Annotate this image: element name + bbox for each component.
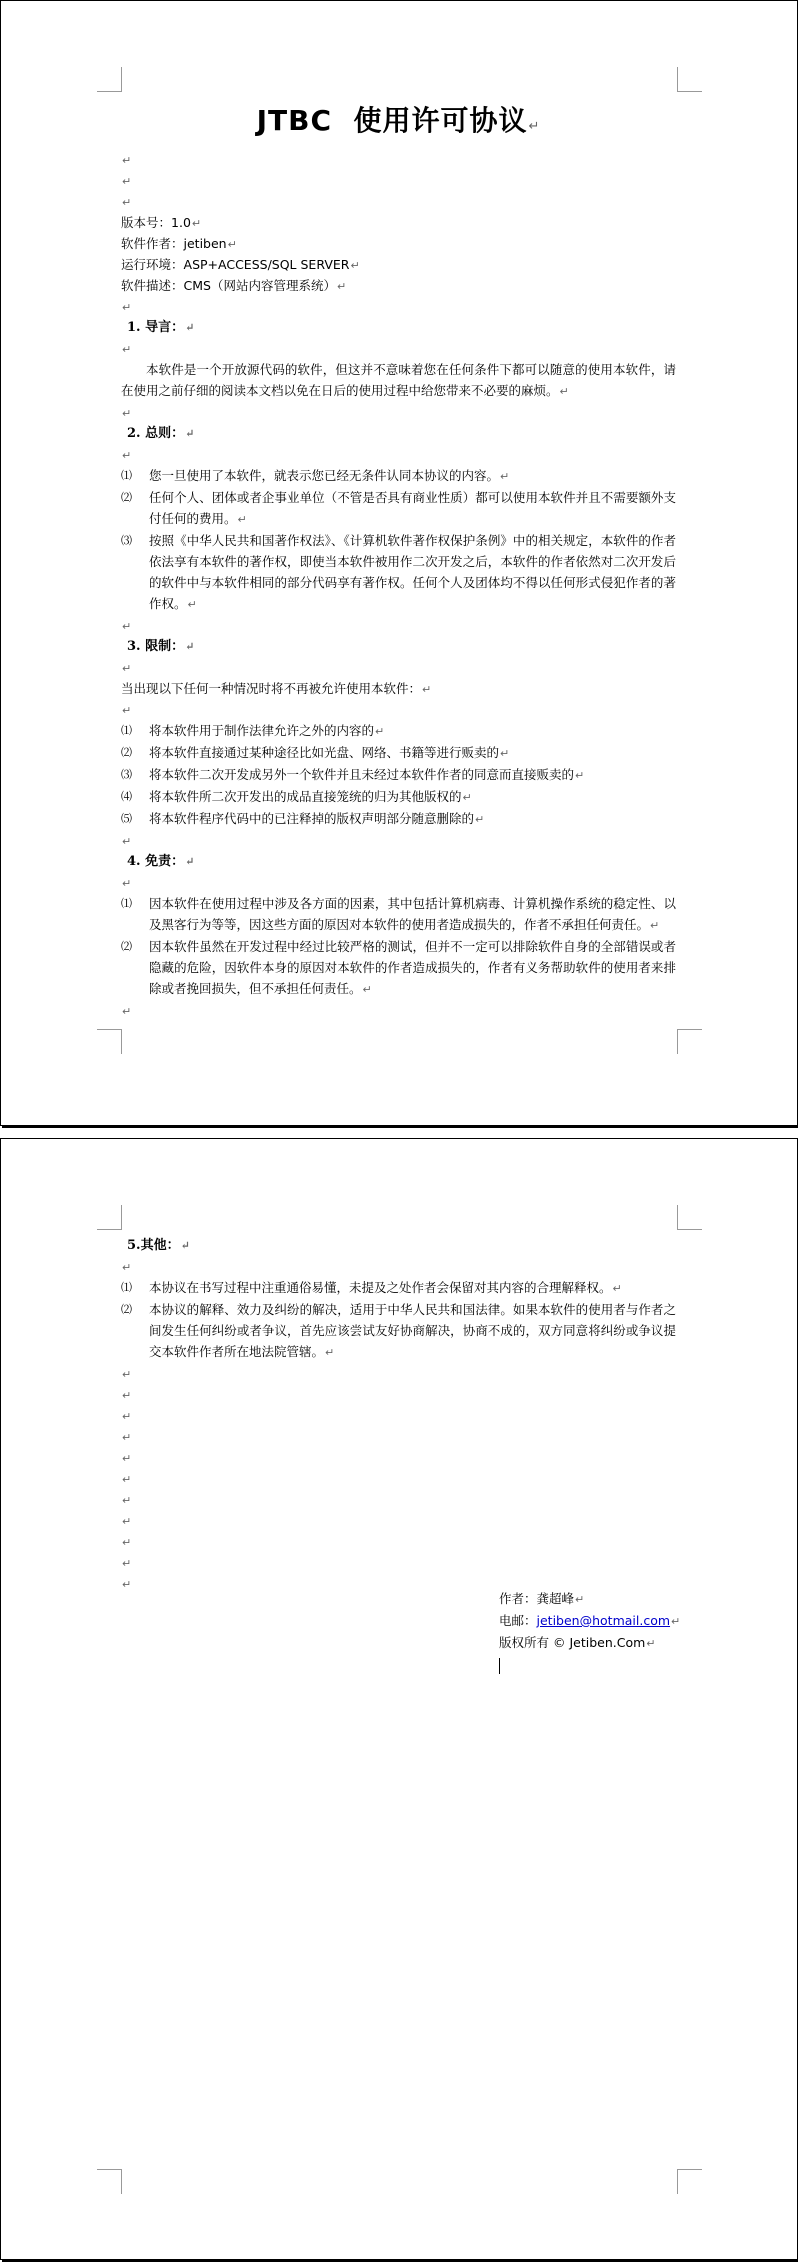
document-title: JTBC 使用许可协议↵ — [256, 104, 541, 137]
list-item: ⑶ 按照《中华人民共和国著作权法》、《计算机软件著作权保护条例》中的相关规定，本软件的作者依法享有本软件的著作权，即使当本软件被用作二次开发之后，本软件的作者依然对二次开发后的软件中与本软件相同的部分代码享有著作权。任何个人及团体均不得以任何形式侵犯作者的著作权。↵ — [121, 533, 676, 611]
signature-email: 电邮：jetiben@hotmail.com↵ — [499, 1613, 681, 1628]
crop-mark — [677, 67, 702, 92]
general-list — [121, 465, 676, 615]
text-cursor — [499, 1654, 680, 1675]
title-rest: 使用许可协议 — [353, 104, 528, 137]
signature-copyright: 版权所有 © Jetiben.Com↵ — [499, 1635, 656, 1650]
disclaimer-list — [121, 893, 676, 1000]
section-heading-intro: 1. 导言：↵ — [127, 320, 195, 335]
meta-version: 版本号：1.0↵ — [121, 215, 202, 230]
list-item: ⑴ 本协议在书写过程中注重通俗易懂，未提及之处作者会保留对其内容的合理解释权。↵ — [121, 1280, 622, 1295]
meta-environment: 运行环境：ASP+ACCESS/SQL SERVER↵ — [121, 257, 360, 272]
title-main: JTBC — [256, 104, 332, 137]
list-item: ⑴ 您一旦使用了本软件，就表示您已经无条件认同本协议的内容。↵ — [121, 468, 510, 483]
crop-mark — [677, 2169, 702, 2194]
meta-author: 软件作者：jetiben↵ — [121, 236, 237, 251]
meta-description: 软件描述：CMS（网站内容管理系统）↵ — [121, 278, 347, 293]
section-heading-general: 2. 总则：↵ — [127, 426, 195, 441]
page-2-content[interactable]: 5.其他：↵ ↵ ⑴ 本协议在书写过程中注重通俗易懂，未提及之处作者会保留对其内容的合理解释权。↵ ⑵ 本协议的解释、效力及纠纷的解决，适用于中华人民共和国法律。如果本软件的使用者与作者之间发生任何纠纷或者争议，首先应该尝试友好协商解决，协商不成的，双方同意将纠纷或争议提交本软件作者所在地法院管辖。↵ ↵ ↵ ↵ ↵ ↵ ↵ ↵ ↵ ↵ ↵ ↵ — [121, 1235, 676, 1594]
crop-mark — [97, 1029, 122, 1054]
crop-mark — [97, 1205, 122, 1230]
crop-mark — [97, 2169, 122, 2194]
section-heading-restrictions: 3. 限制：↵ — [127, 639, 195, 654]
list-item: ⑶ 将本软件二次开发成另外一个软件并且未经过本软件作者的同意而直接贩卖的↵ — [121, 767, 585, 782]
list-item: ⑵ 任何个人、团体或者企事业单位（不管是否具有商业性质）都可以使用本软件并且不需要额外支付任何的费用。↵ — [121, 490, 676, 526]
crop-mark — [677, 1205, 702, 1230]
list-item: ⑴ 将本软件用于制作法律允许之外的内容的↵ — [121, 723, 385, 738]
list-item: ⑴ 因本软件在使用过程中涉及各方面的因素，其中包括计算机病毒、计算机操作系统的稳定性、以及黑客行为等等，因这些方面的原因对本软件的使用者造成损失的，作者不承担任何责任。↵ — [121, 896, 676, 932]
list-item: ⑷ 将本软件所二次开发出的成品直接笼统的归为其他版权的↵ — [121, 789, 472, 804]
intro-paragraph: 本软件是一个开放源代码的软件，但这并不意味着您在任何条件下都可以随意的使用本软件，请在使用之前仔细的阅读本文档以免在日后的使用过程中给您带来不必要的麻烦。↵ — [121, 362, 676, 398]
signature-block — [499, 1588, 680, 1675]
list-item: ⑸ 将本软件程序代码中的已注释掉的版权声明部分随意删除的↵ — [121, 811, 485, 826]
list-item: ⑵ 本协议的解释、效力及纠纷的解决，适用于中华人民共和国法律。如果本软件的使用者与作者之间发生任何纠纷或者争议，首先应该尝试友好协商解决，协商不成的，双方同意将纠纷或争议提交本软件作者所在地法院管辖。↵ — [121, 1302, 676, 1359]
list-item: ⑵ 将本软件直接通过某种途径比如光盘、网络、书籍等进行贩卖的↵ — [121, 745, 510, 760]
document-page-2 — [0, 1138, 798, 2260]
list-item: ⑵ 因本软件虽然在开发过程中经过比较严格的测试，但并不一定可以排除软件自身的全部错误或者隐藏的危险，因软件本身的原因对本软件的作者造成损失的，作者有义务帮助软件的使用者来排除或者挽回损失，但不承担任何责任。↵ — [121, 939, 676, 996]
section-heading-other: 5.其他：↵ — [127, 1238, 190, 1253]
document-page-1 — [0, 0, 798, 1126]
page-1-content[interactable]: JTBC 使用许可协议↵ ↵ ↵ ↵ 版本号：1.0↵ 软件作者：jetiben↵ 运行环境：ASP+ACCESS/SQL SERVER↵ 软件描述：CMS（网站内容管理系统）↵ ↵ 1. 导言：↵ ↵ 本软件是一个开放源代码的软件，但这并不意味着您在任何条件下都可以随意的使用本软件，请在使用之前仔细的阅读本文档以免在日后的使用过程中给您带来不必要的麻烦。↵ ↵ 2. 总则：↵ ↵ ⑴ 您一旦使用了本软件，就表示您已经无条件认同本协议的内容。↵ ⑵ 任何个人、团体或者企事业单位（不管是否具有商业性质）都可以使用本软件并且不需要额外支付任何的费用。↵ ⑶ 按照《中华人民共和国著作权法》、《计算机软件著作权保护条例》中的相关规定，本软件的作者依法享有本软件的著作权，即使当本软件被用作二次开发之后，本软件的作者依然对二次开发后的软件中与本软件相同的部分代码享有著作权。任何个人及团体均不得以任何形式侵犯作者的著作权。↵ ↵ 3. 限制：↵ ↵ 当出现以下任何一种情况时将不再被允许使用本软件：↵ ↵ ⑴ 将本软件用于制作法律允许之外的内容的↵ ⑵ 将本软件直接通过某种途径比如光盘、网络、书籍等进行贩卖的↵ ⑶ 将本软件二次开发成另外一个软件并且未经过本软件作者的同意而直接贩卖的↵ ⑷ 将本软件所二次开发出的成品直接笼统的归为其他版权的↵ ⑸ 将本软件程序代码中的已注释掉的版权声明部分随意删除的↵ ↵ 4. 免责：↵ ↵ ⑴ 因本软件在使用过程中涉及各方面的因素，其中包括计算机病毒、计算机操作系统的稳定性、以及黑客行为等等，因这些方面的原因对本软件的使用者造成损失的，作者不承担任何责任。↵ ⑵ 因本软件虽然在开发过程中经过比较严格的测试，但并不一定可以排除软件自身的全部错误或者隐藏的危险，因软件本身的原因对本软件的作者造成损失的，作者有义务帮助软件的使用者来排除或者挽回损失，但不承担任何责任。↵ ↵ — [121, 101, 676, 1021]
section-heading-disclaimer: 4. 免责：↵ — [127, 854, 195, 869]
signature-author: 作者：龚超峰↵ — [499, 1591, 585, 1606]
email-link[interactable]: jetiben@hotmail.com — [536, 1613, 671, 1628]
restrictions-list — [121, 720, 676, 830]
crop-mark — [677, 1029, 702, 1054]
other-list — [121, 1277, 676, 1363]
restrictions-intro: 当出现以下任何一种情况时将不再被允许使用本软件：↵ — [121, 681, 432, 696]
crop-mark — [97, 67, 122, 92]
